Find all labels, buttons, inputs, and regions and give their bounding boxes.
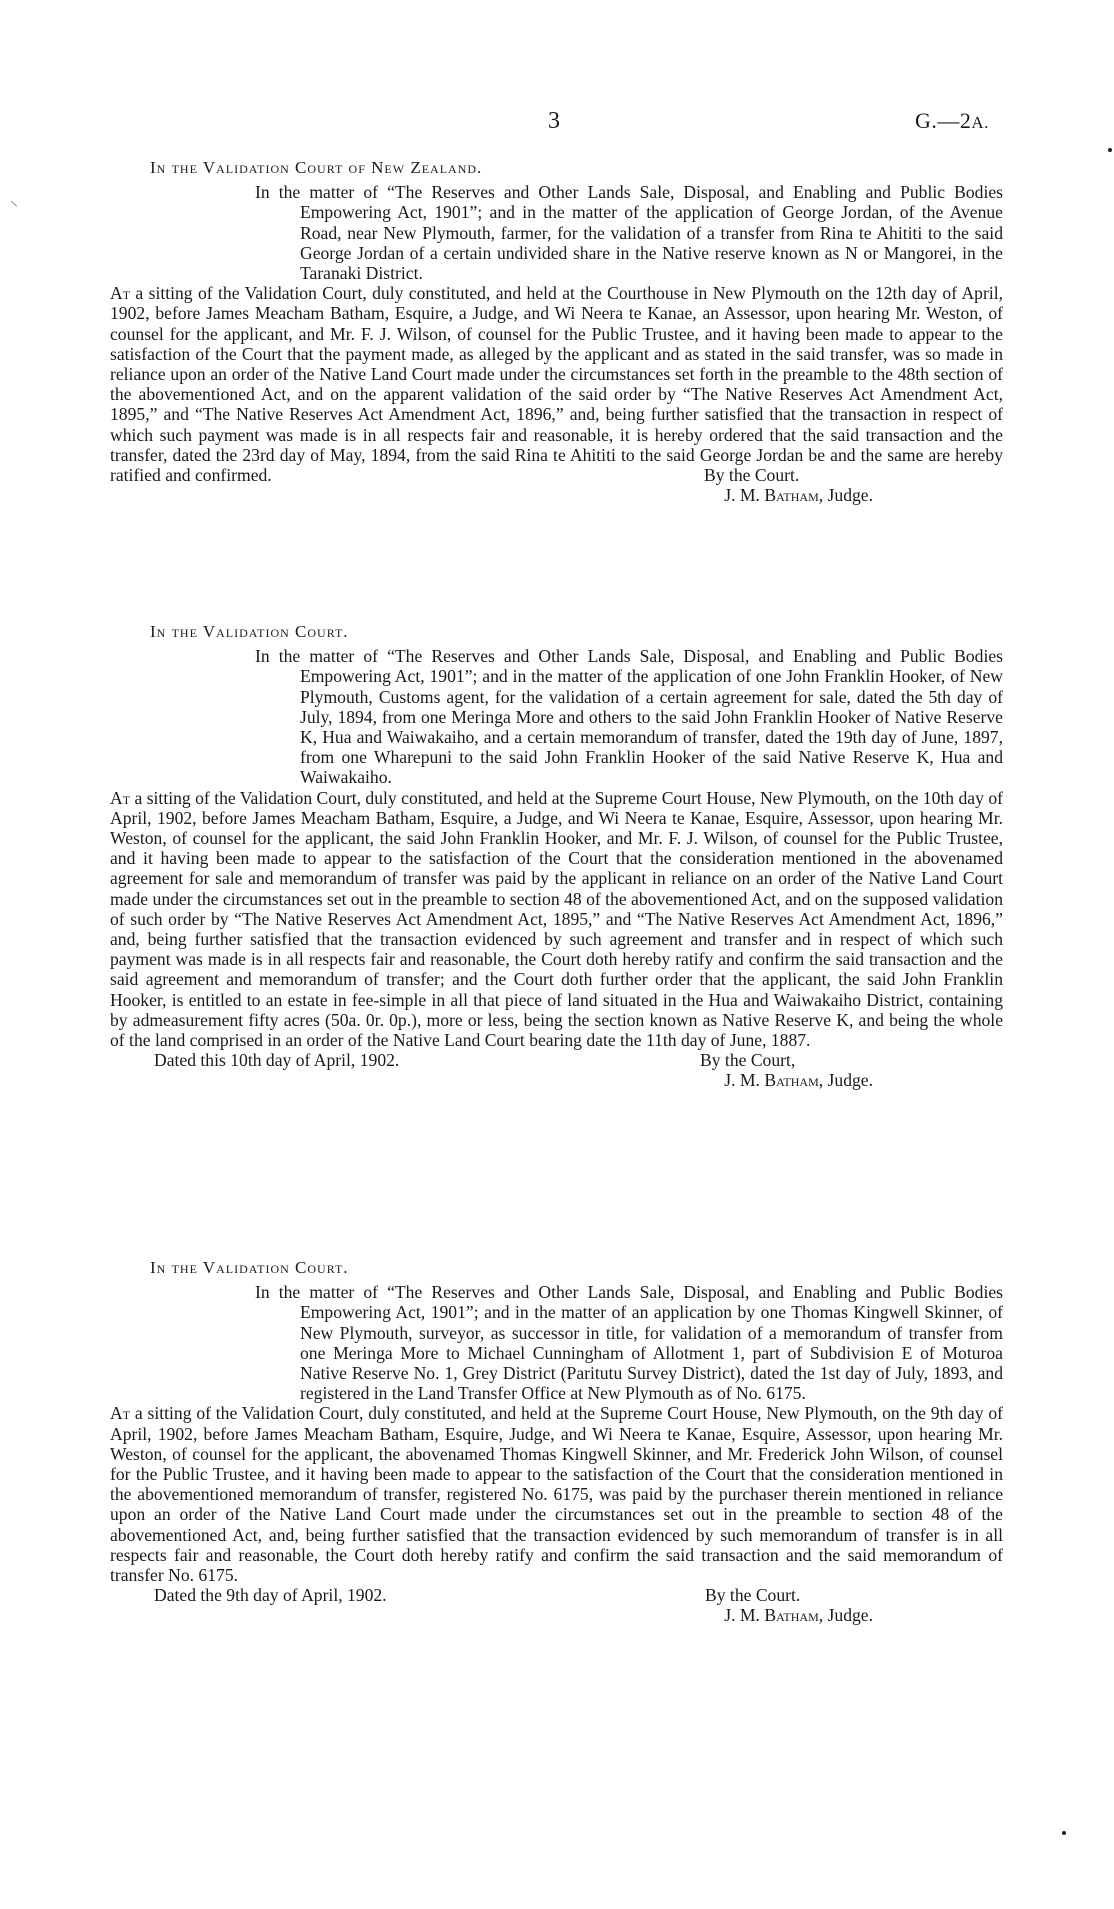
- court-order-section: [110, 158, 1003, 505]
- signature-title: , Judge.: [818, 1605, 873, 1626]
- signature-name: Batham: [764, 485, 819, 506]
- by-the-court: By the Court.: [705, 1585, 801, 1606]
- matter-paragraph: In the matter of “The Reserves and Other Lands Sale, Disposal, and Enabling and Public Bodies Empowering Act, 1901”; and in the matter of the application of George Jordan, of the Avenue Road, near New Plymouth, farmer, for the validation of a transfer from Rina te Ahititi to the said George Jordan of a certain undivided share in the Native reserve known as N or Mangorei, in the Taranaki District.: [255, 182, 1003, 284]
- judge-signature: [110, 1070, 1003, 1090]
- matter-paragraph: In the matter of “The Reserves and Other Lands Sale, Disposal, and Enabling and Public Bodies Empowering Act, 1901”; and in the matter of the application of one John Franklin Hooker, of New Plymouth, Customs agent, for the validation of a certain agreement for sale, dated the 5th day of July, 1894, from one Meringa More and others to the said John Franklin Hooker of Native Reserve K, Hua and Waiwakaiho, and a certain memorandum of transfer, dated the 19th day of June, 1897, from one Wharepuni to the said John Franklin Hooker of the said Native Reserve K, Hua and Waiwakaiho.: [255, 646, 1003, 788]
- dated-row: [110, 1585, 1003, 1605]
- scan-speck: [1062, 1831, 1066, 1835]
- document-reference: [915, 108, 989, 134]
- dated-row: [110, 465, 1003, 485]
- by-the-court: By the Court.: [704, 465, 800, 486]
- order-body: [110, 283, 1003, 485]
- signature-title: , Judge.: [818, 485, 873, 506]
- document-reference-sub: A.: [971, 113, 989, 132]
- judge-signature: [110, 485, 1003, 505]
- scan-speck: [1108, 148, 1112, 152]
- judge-signature: [110, 1605, 1003, 1625]
- signature-initials: J. M.: [724, 1605, 760, 1626]
- margin-scratch-mark: ⸌: [10, 199, 19, 216]
- signature-title: , Judge.: [818, 1070, 873, 1091]
- dated-row: [110, 1050, 1003, 1070]
- court-title: In the Validation Court.: [150, 622, 349, 641]
- signature-initials: J. M.: [724, 485, 760, 506]
- order-body-text: a sitting of the Validation Court, duly constituted, and held at the Supreme Court House, New Plymouth, on the 10th day of April, 1902, before James Meacham Batham, Esquire, a Judge, and Wi Neera te Kanae, Esquire, Assessor, upon hearing Mr. Weston, of counsel for the applicant, the said John Franklin Hooker, and Mr. F. J. Wilson, of counsel for the Public Trustee, and it having been made to appear to the satisfaction of the Court that the consideration mentioned in the abovenamed agreement for sale and memorandum of transfer was paid by the applicant in reliance on an order of the Native Land Court made under the circumstances set out in the preamble to section 48 of the abovementioned Act, and on the supposed validation of such order by “The Native Reserves Act Amendment Act, 1895,” and “The Native Reserves Act Amendment Act, 1896,” and, being further satisfied that the transaction evidenced by such agreement and transfer and in respect of which such payment was made is in all respects fair and reasonable, the Court doth hereby ratify and confirm the said transaction and the said agreement and memorandum of transfer; and the Court doth further order that the applicant, the said John Franklin Hooker, is entitled to an estate in fee-simple in all that piece of land situated in the Hua and Waiwakaiho District, containing by admeasurement fifty acres (50a. 0r. 0p.), more or less, being the section known as Native Reserve K, and being the whole of the land comprised in an order of the Native Land Court bearing date the 11th day of June, 1887.: [110, 787, 1003, 1051]
- signature-initials: J. M.: [724, 1070, 760, 1091]
- by-the-court: By the Court,: [700, 1050, 796, 1071]
- signature-name: Batham: [764, 1605, 819, 1626]
- order-body-lead: At: [110, 283, 131, 304]
- page-header: [0, 108, 1114, 138]
- order-body-text: a sitting of the Validation Court, duly constituted, and held at the Supreme Court House, New Plymouth, on the 9th day of April, 1902, before James Meacham Batham, Esquire, Judge, and Wi Neera te Kanae, Esquire, Assessor, upon hearing Mr. Weston, of counsel for the applicant, the abovenamed Thomas Kingwell Skinner, and Mr. Frederick John Wilson, of counsel for the Public Trustee, and it having been made to appear to the satisfaction of the Court that the consideration mentioned in the abovementioned memorandum of transfer, registered No. 6175, was paid by the purchaser therein mentioned in reliance upon an order of the Native Land Court made under the circumstances set out in the preamble to section 48 of the abovementioned Act, and, being further satisfied that the transaction evidenced by such memorandum of transfer is in all respects fair and reasonable, the Court doth hereby ratify and confirm the said transaction and the said memorandum of transfer No. 6175.: [110, 1403, 1003, 1586]
- order-body-lead: At: [110, 787, 131, 808]
- court-order-section: [110, 622, 1003, 1090]
- dated-line: Dated this 10th day of April, 1902.: [154, 1050, 400, 1071]
- order-body: [110, 788, 1003, 1051]
- document-reference-main: G.—2: [915, 108, 972, 133]
- order-body: [110, 1403, 1003, 1585]
- page-number: 3: [548, 108, 560, 134]
- dated-line: Dated the 9th day of April, 1902.: [154, 1585, 387, 1606]
- signature-name: Batham: [764, 1070, 819, 1091]
- court-title: In the Validation Court.: [150, 1258, 349, 1277]
- order-body-text: a sitting of the Validation Court, duly constituted, and held at the Courthouse in New Plymouth on the 12th day of April, 1902, before James Meacham Batham, Esquire, a Judge, and Wi Neera te Kanae, an Assessor, upon hearing Mr. Weston, of counsel for the applicant, and Mr. F. J. Wilson, of counsel for the Public Trustee, and it having been made to appear to the satisfaction of the Court that the payment made, as alleged by the applicant and as stated in the said transfer, was so made in reliance upon an order of the Native Land Court made under the circumstances set forth in the preamble to the 48th section of the abovementioned Act, and on the apparent validation of the said order by “The Native Reserves Act Amendment Act, 1895,” and “The Native Reserves Act Amendment Act, 1896,” and, being further satisfied that the transaction in respect of which such payment was made is in all respects fair and reasonable, it is hereby ordered that the said transaction and the transfer, dated the 23rd day of May, 1894, from the said Rina te Ahititi to the said George Jordan be and the same are hereby ratified and confirmed.: [110, 283, 1003, 486]
- order-body-lead: At: [110, 1403, 131, 1424]
- court-title: In the Validation Court of New Zealand.: [150, 158, 483, 177]
- matter-paragraph: In the matter of “The Reserves and Other Lands Sale, Disposal, and Enabling and Public Bodies Empowering Act, 1901”; and in the matter of an application by one Thomas Kingwell Skinner, of New Plymouth, surveyor, as successor in title, for validation of a memorandum of transfer from one Meringa More to Michael Cunningham of Allotment 1, part of Subdivision E of Moturoa Native Reserve No. 1, Grey District (Paritutu Survey District), dated the 1st day of July, 1893, and registered in the Land Transfer Office at New Plymouth as of No. 6175.: [255, 1282, 1003, 1404]
- court-order-section: [110, 1258, 1003, 1625]
